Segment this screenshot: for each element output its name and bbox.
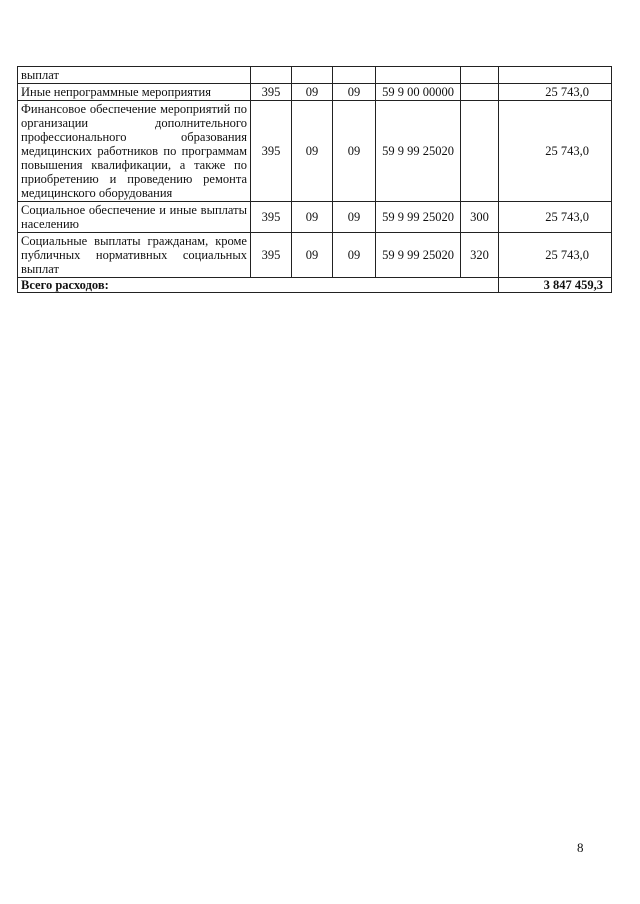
total-amount: 3 847 459,3: [499, 278, 612, 293]
ministry-code: 395: [251, 233, 292, 278]
subsection-code: 09: [333, 202, 376, 233]
expense-name: выплат: [18, 67, 251, 84]
amount-cell: 25 743,0: [499, 101, 612, 202]
amount-cell: 25 743,0: [499, 202, 612, 233]
expense-type-code: [461, 101, 499, 202]
table-row: [18, 101, 612, 202]
amount-cell: 25 743,0: [499, 84, 612, 101]
ministry-code: 395: [251, 101, 292, 202]
expense-type-code: 300: [461, 202, 499, 233]
total-label: Всего расходов:: [18, 278, 499, 293]
section-code: 09: [292, 84, 333, 101]
target-code: [376, 67, 461, 84]
section-code: 09: [292, 233, 333, 278]
expense-name: Социальные выплаты гражданам, кроме публичных нормативных социальных выплат: [18, 233, 251, 278]
amount-cell: 25 743,0: [499, 233, 612, 278]
subsection-code: [333, 67, 376, 84]
total-row: [18, 278, 612, 293]
subsection-code: 09: [333, 84, 376, 101]
budget-table: [17, 66, 612, 293]
table-row: [18, 233, 612, 278]
expense-type-code: [461, 84, 499, 101]
ministry-code: [251, 67, 292, 84]
expense-type-code: 320: [461, 233, 499, 278]
ministry-code: 395: [251, 84, 292, 101]
ministry-code: 395: [251, 202, 292, 233]
section-code: 09: [292, 202, 333, 233]
section-code: 09: [292, 101, 333, 202]
amount-cell: [499, 67, 612, 84]
expense-type-code: [461, 67, 499, 84]
target-code: 59 9 99 25020: [376, 233, 461, 278]
target-code: 59 9 99 25020: [376, 202, 461, 233]
section-code: [292, 67, 333, 84]
expense-name: Социальное обеспечение и иные выплаты населению: [18, 202, 251, 233]
page-number: 8: [577, 840, 584, 855]
table-row: [18, 202, 612, 233]
table-row: [18, 67, 612, 84]
target-code: 59 9 00 00000: [376, 84, 461, 101]
subsection-code: 09: [333, 233, 376, 278]
expense-name: Финансовое обеспечение мероприятий по организации дополнительного профессионального образования медицинских работников по программам повышения квалификации, а также по приобретению и проведению ремонта медицинского оборудования: [18, 101, 251, 202]
subsection-code: 09: [333, 101, 376, 202]
target-code: 59 9 99 25020: [376, 101, 461, 202]
table-row: [18, 84, 612, 101]
expense-name: Иные непрограммные мероприятия: [18, 84, 251, 101]
